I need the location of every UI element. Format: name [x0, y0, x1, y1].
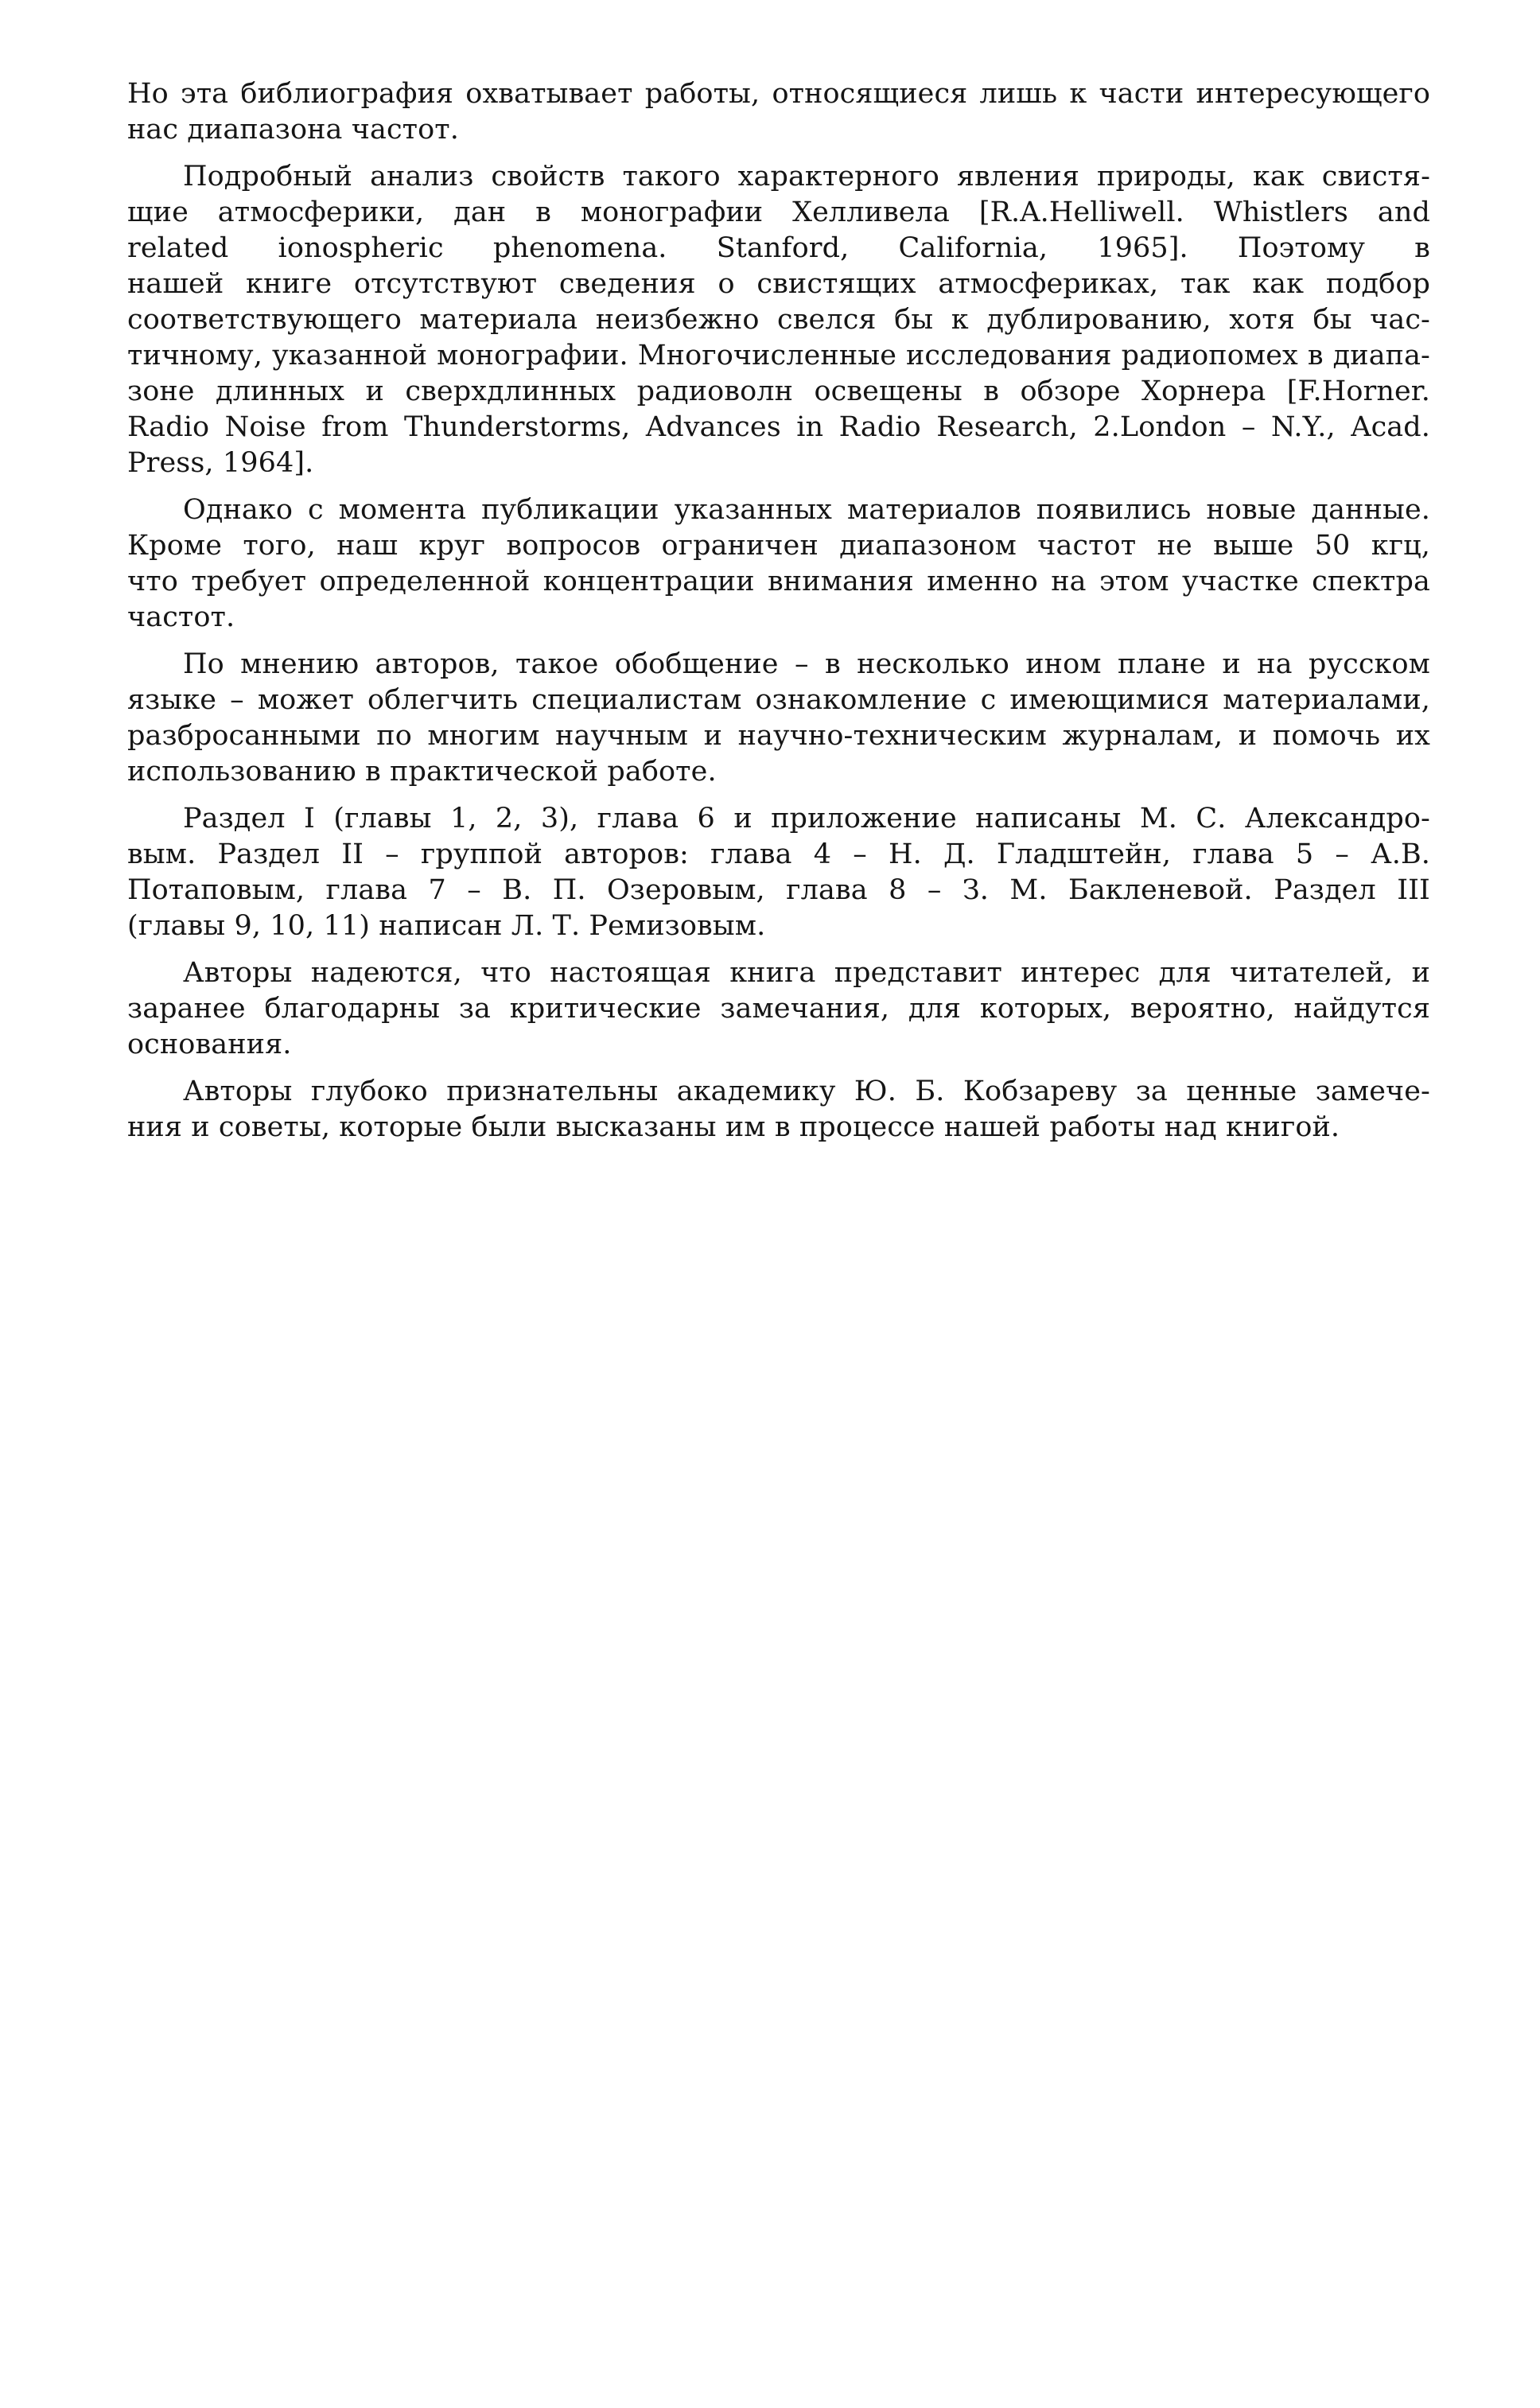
text-line: Потаповым, глава 7 – В. П. Озеровым, глава 8 – З. М. Бакленевой. Раздел III [127, 874, 1430, 906]
paragraph-acknowledgements [127, 1074, 1430, 1146]
document-body [127, 76, 1430, 1157]
paragraph-authorship [127, 801, 1430, 944]
text-line: Press, 1964]. [127, 447, 314, 479]
text-line: использованию в практической работе. [127, 756, 717, 788]
text-line: Раздел I (главы 1, 2, 3), глава 6 и приложение написаны М. С. Александро- [183, 803, 1430, 834]
text-line: related ionospheric phenomena. Stanford, California, 1965]. Поэтому в [127, 232, 1430, 264]
text-line: заранее благодарны за критические замечания, для которых, вероятно, найдутся [127, 993, 1430, 1025]
text-line: Однако с момента публикации указанных материалов появились новые данные. [183, 494, 1430, 526]
text-line: По мнению авторов, такое обобщение – в несколько ином плане и на русском [183, 648, 1430, 680]
text-line: частот. [127, 601, 235, 633]
text-line: Кроме того, наш круг вопросов ограничен диапазоном частот не выше 50 кгц, [127, 530, 1430, 562]
text-line: что требует определенной концентрации внимания именно на этом участке спектра [127, 566, 1430, 597]
text-line: Авторы глубоко признательны академику Ю. Б. Кобзареву за ценные замече- [183, 1076, 1430, 1107]
text-line: Но эта библиография охватывает работы, относящиеся лишь к части интересующего [127, 78, 1430, 110]
text-line: разбросанными по многим научным и научно-техническим журналам, и помочь их [127, 720, 1430, 752]
text-line: Подробный анализ свойств такого характерного явления природы, как свистя- [183, 161, 1430, 193]
text-line: основания. [127, 1029, 292, 1060]
text-line: Авторы надеются, что настоящая книга представит интерес для читателей, и [183, 957, 1430, 989]
text-line: тичному, указанной монографии. Многочисленные исследования радиопомех в диапа- [127, 340, 1430, 372]
text-line: вым. Раздел II – группой авторов: глава 4 – Н. Д. Гладштейн, глава 5 – А.В. [127, 838, 1430, 870]
text-line: Radio Noise from Thunderstorms, Advances in Radio Research, 2.London – N.Y., Acad. [127, 411, 1430, 443]
text-line: ния и советы, которые были высказаны им в процессе нашей работы над книгой. [127, 1111, 1340, 1143]
paragraph-bibliography-note [127, 76, 1430, 148]
text-line: зоне длинных и сверхдлинных радиоволн освещены в обзоре Хорнера [F.Horner. [127, 375, 1430, 407]
text-line: соответствующего материала неизбежно свелся бы к дублированию, хотя бы час- [127, 304, 1430, 336]
paragraph-authors-opinion [127, 647, 1430, 790]
text-line: языке – может облегчить специалистам ознакомление с имеющимися материалами, [127, 684, 1430, 716]
text-line: нашей книге отсутствуют сведения о свистящих атмосфериках, так как подбор [127, 268, 1430, 300]
paragraph-monograph-references [127, 159, 1430, 481]
paragraph-feedback [127, 955, 1430, 1063]
text-line: (главы 9, 10, 11) написан Л. Т. Ремизовым. [127, 910, 766, 942]
paragraph-new-data [127, 492, 1430, 636]
text-line: щие атмосферики, дан в монографии Хелливела [R.A.Helliwell. Whistlers and [127, 196, 1430, 228]
text-line: нас диапазона частот. [127, 114, 459, 146]
